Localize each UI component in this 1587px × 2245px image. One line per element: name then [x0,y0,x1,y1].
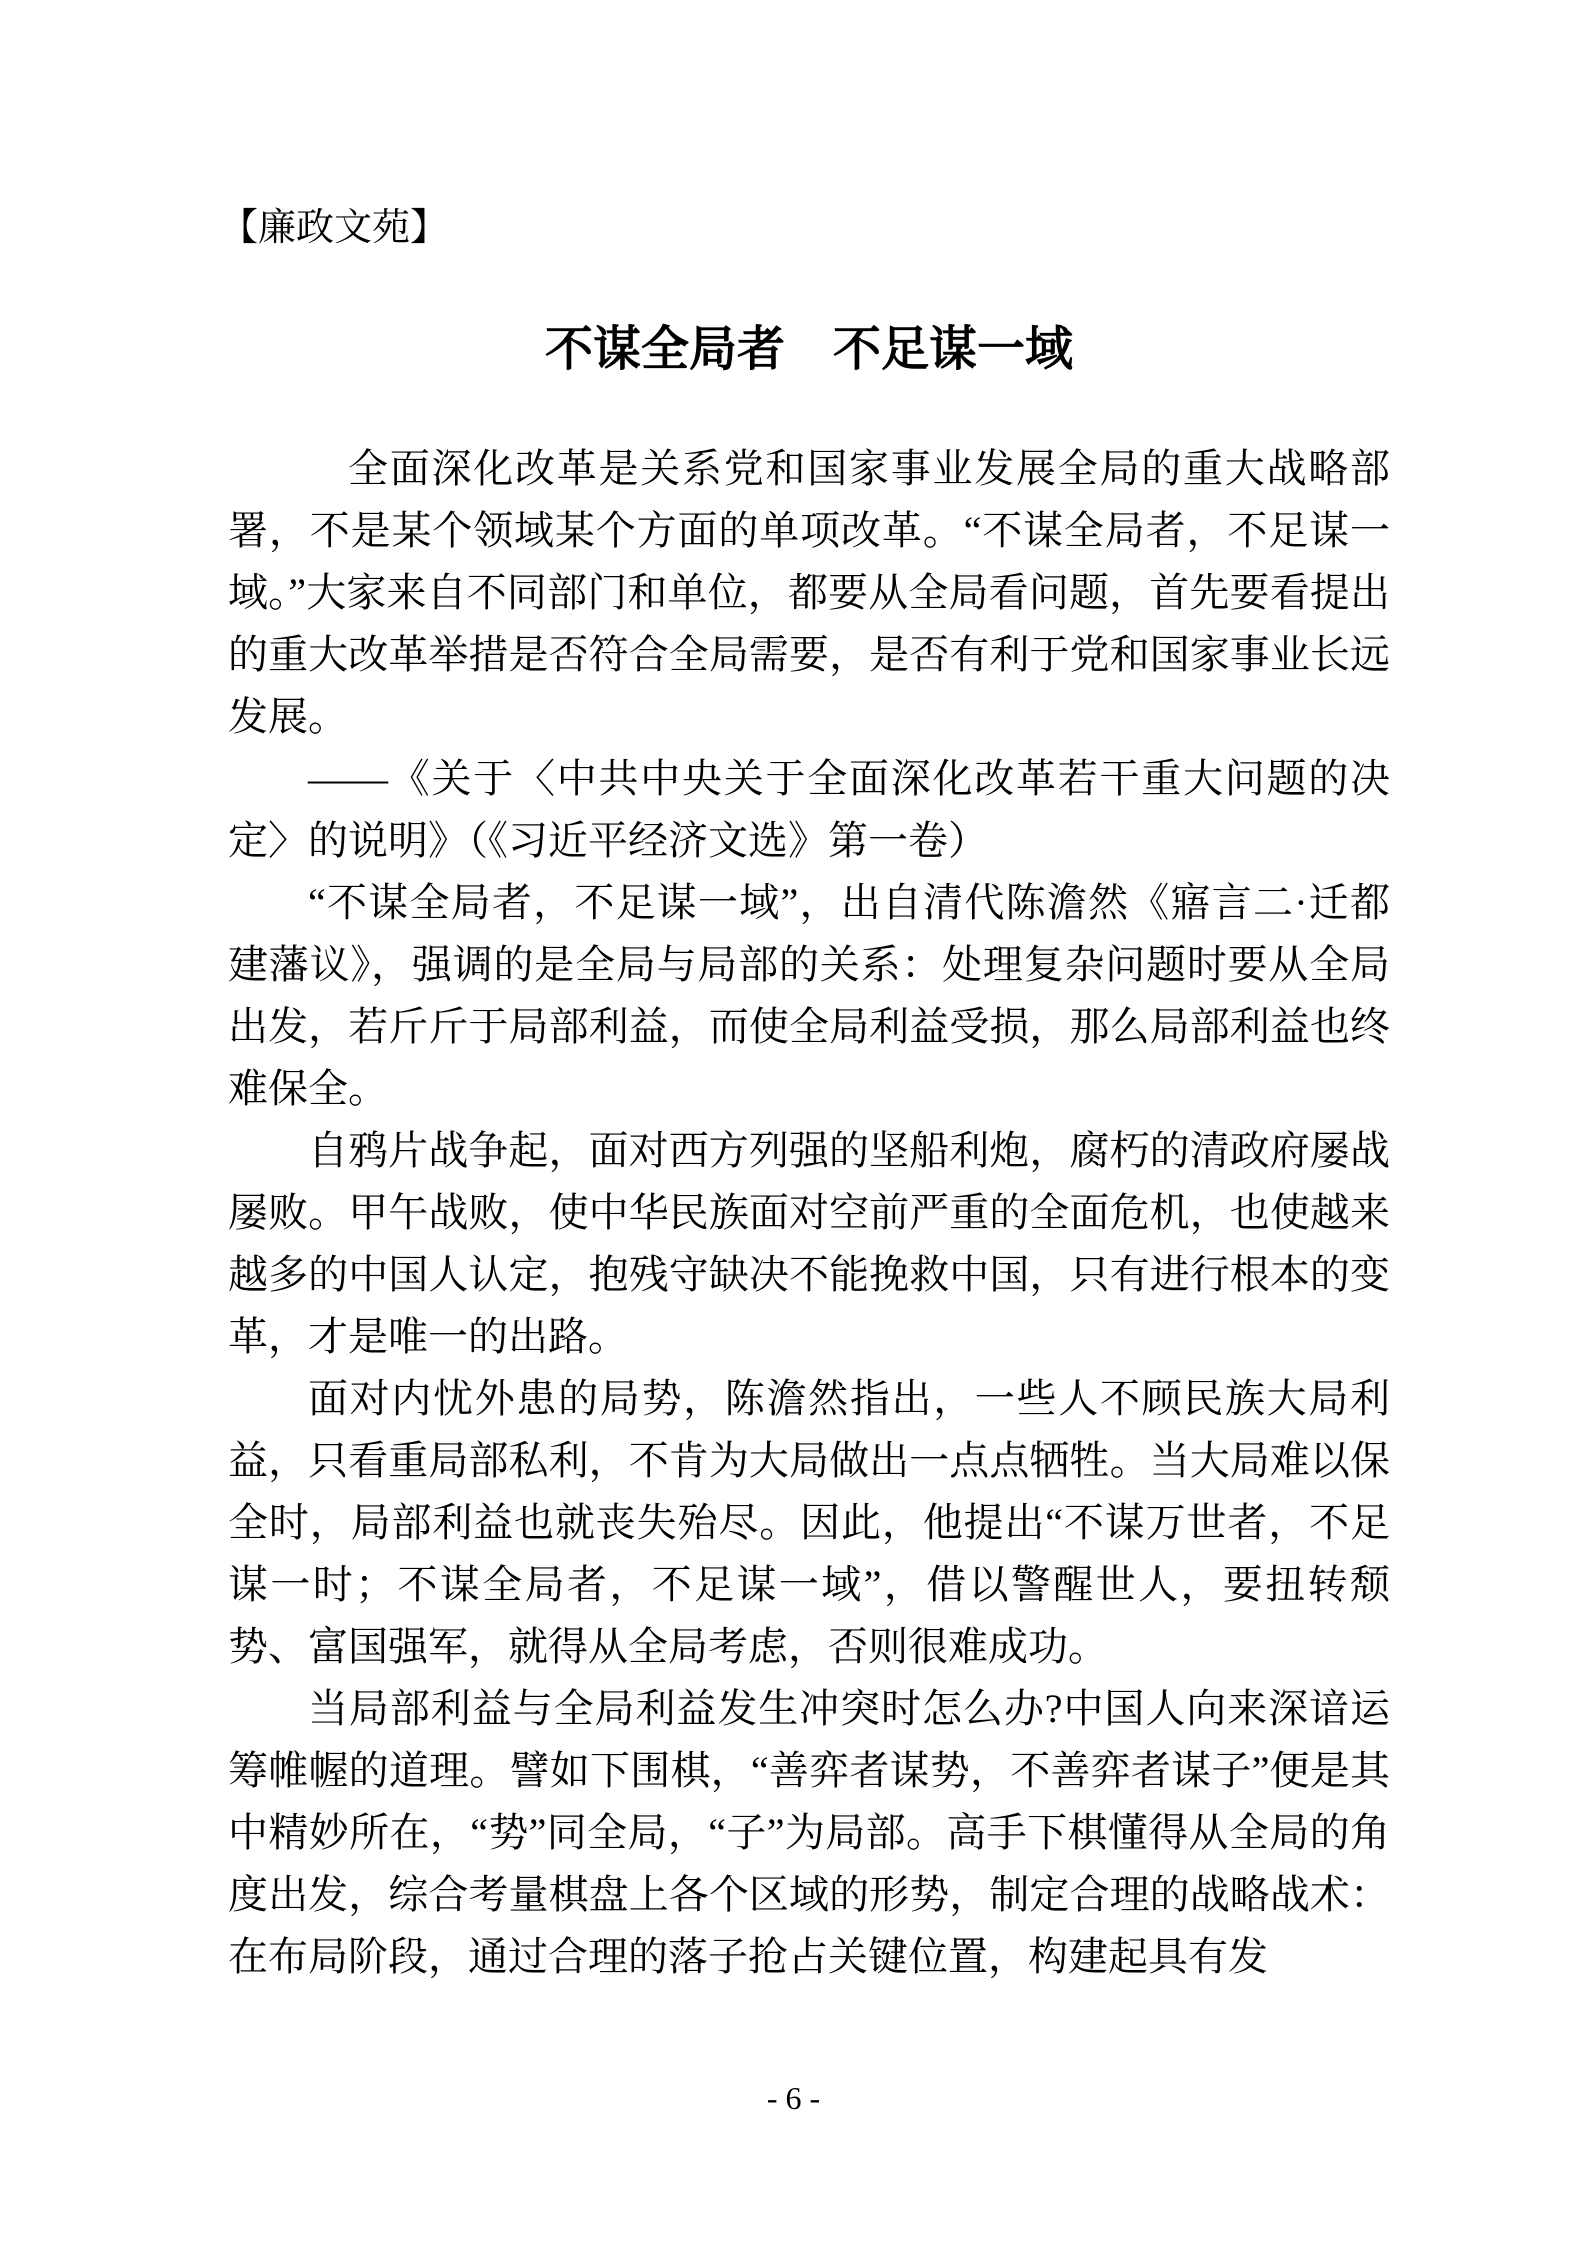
article-body [228,438,1390,1988]
section-tag: 【廉政文苑】 [220,207,449,249]
page-number: - 6 - [766,2080,821,2116]
paragraph-body-2: 自鸦片战争起，面对西方列强的坚船利炮，腐朽的清政府屡战屡败。甲午战败，使中华民族面对空前严重的全面危机，也使越来越多的中国人认定，抱残守缺决不能挽救中国，只有进行根本的变革，才是唯一的出路。 [228,1128,1390,1359]
paragraph-quoted-passage: 全面深化改革是关系党和国家事业发展全局的重大战略部署，不是某个领域某个方面的单项改革。“不谋全局者，不足谋一域。”大家来自不同部门和单位，都要从全局看问题，首先要看提出的重大改革举措是否符合全局需要，是否有利于党和国家事业长远发展。 [228,446,1390,739]
article-title: 不谋全局者 不足谋一域 [544,323,1073,376]
paragraph-attribution: ——《关于〈中共中央关于全面深化改革若干重大问题的决定〉的说明》（《习近平经济文选》第一卷） [228,756,1390,863]
paragraph-body-1: “不谋全局者，不足谋一域”，出自清代陈澹然《寤言二·迁都建藩议》，强调的是全局与局部的关系：处理复杂问题时要从全局出发，若斤斤于局部利益，而使全局利益受损，那么局部利益也终难保全。 [228,880,1390,1111]
paragraph-body-4: 当局部利益与全局利益发生冲突时怎么办?中国人向来深谙运筹帷幄的道理。譬如下围棋，“善弈者谋势，不善弈者谋子”便是其中精妙所在，“势”同全局，“子”为局部。高手下棋懂得从全局的角度出发，综合考量棋盘上各个区域的形势，制定合理的战略战术：在布局阶段，通过合理的落子抢占关键位置，构建起具有发 [228,1686,1390,1979]
paragraph-body-3: 面对内忧外患的局势，陈澹然指出，一些人不顾民族大局利益，只看重局部私利，不肯为大局做出一点点牺牲。当大局难以保全时，局部利益也就丧失殆尽。因此，他提出“不谋万世者，不足谋一时；不谋全局者，不足谋一域”，借以警醒世人，要扭转颓势、富国强军，就得从全局考虑，否则很难成功。 [228,1376,1390,1669]
